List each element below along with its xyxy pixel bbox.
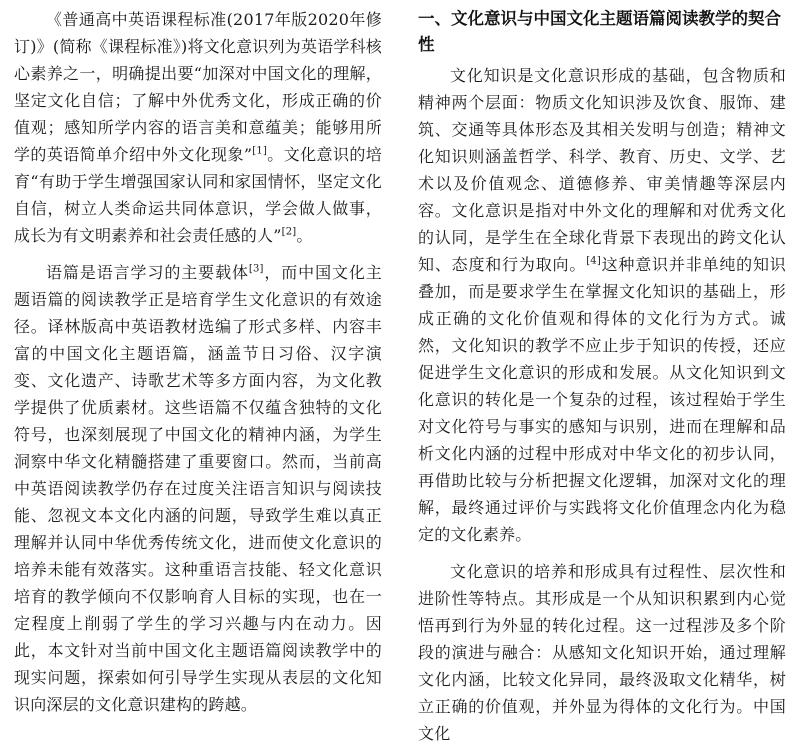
left-column [14,6,382,718]
paragraph-text: 《普通高中英语课程标准(2017年版2020年修订)》(简称《课程标准》)将文化意识列为英语学科核心素养之一，明确提出要“加深对中国文化的理解，坚定文化自信；了解中外优秀文化，形成正确的价值观；感知所学内容的语言美和意蕴美；能够用所学的英语简单介绍中外文化现象” [14,10,382,164]
citation-3[interactable]: [3] [248,263,264,275]
paragraph-text: 文化知识是文化意识形成的基础，包含物质和精神两个层面：物质文化知识涉及饮食、服饰、建筑、交通等具体形态及其相关发明与创造；精神文化知识则涵盖哲学、科学、教育、历史、文学、艺术以及价值观念、道德修养、审美情趣等深层内容。文化意识是指对中外文化的理解和对优秀文化的认同，是学生在全球化背景下表现出的跨文化认知、态度和行为取向。 [418,66,786,274]
paragraph-curriculum-standard [14,6,382,249]
section-heading: 一、文化意识与中国文化主题语篇阅读教学的契合性 [418,9,781,54]
citation-1[interactable]: [1] [252,145,268,157]
paragraph-discourse [14,259,382,718]
paragraph-cultural-awareness [418,558,786,747]
paragraph-cultural-knowledge [418,62,786,548]
paragraph-text: 文化意识的培养和形成具有过程性、层次性和进阶性等特点。其形成是一个从知识积累到内心觉悟再到行为外显的转化过程。这一过程涉及多个阶段的演进与融合：从感知文化知识开始，通过理解文化内涵，比较文化异同，最终汲取文化精华，树立正确的价值观，并外显为得体的文化行为。中国文化 [418,562,786,743]
paragraph-text: 这种意识并非单纯的知识叠加，而是要求学生在掌握文化知识的基础上，形成正确的文化价值观和得体的文化行为方式。诚然，文化知识的教学不应止步于知识的传授，还应促进学生文化意识的形成和发展。从文化知识到文化意识的转化是一个复杂的过程，该过程始于学生对文化符号与事实的感知与识别，进而在理解和品析文化内涵的过程中形成对中华文化的初步认同，再借助比较与分析把握文化逻辑，加深对文化的理解，最终通过评价与实践将文化价值理念内化为稳定的文化素养。 [418,255,786,544]
paragraph-text: ，而中国文化主题语篇的阅读教学正是培育学生文化意识的有效途径。译林版高中英语教材选编了形式多样、内容丰富的中国文化主题语篇，涵盖节日习俗、汉字演变、文化遗产、诗歌艺术等多方面内容，为文化教学提供了优质素材。这些语篇不仅蕴含独特的文化符号，也深刻展现了中国文化的精神内涵，为学生洞察中华文化精髓搭建了重要窗口。然而，当前高中英语阅读教学仍存在过度关注语言知识与阅读技能、忽视文本文化内涵的问题，导致学生难以真正理解并认同中华优秀传统文化，进而使文化意识的培养未能有效落实。这种重语言技能、轻文化意识培育的教学倾向不仅影响育人目标的实现，也在一定程度上削弱了学生的学习兴趣与内在动力。因此，本文针对当前中国文化主题语篇阅读教学中的现实问题，探索如何引导学生实现从表层的文化知识向深层的文化意识建构的跨越。 [14,263,383,714]
paragraph-text: 。文化意识的培育“有助于学生增强国家认同和家国情怀，坚定文化自信，树立人类命运共同体意识，学会做人做事，成长为有文明素养和社会责任感的人” [14,145,382,245]
citation-2[interactable]: [2] [281,226,297,238]
paragraph-text: 。 [296,226,313,245]
citation-4[interactable]: [4] [586,255,601,267]
right-column [418,6,786,747]
paragraph-text: 语篇是语言学习的主要载体 [46,263,249,282]
